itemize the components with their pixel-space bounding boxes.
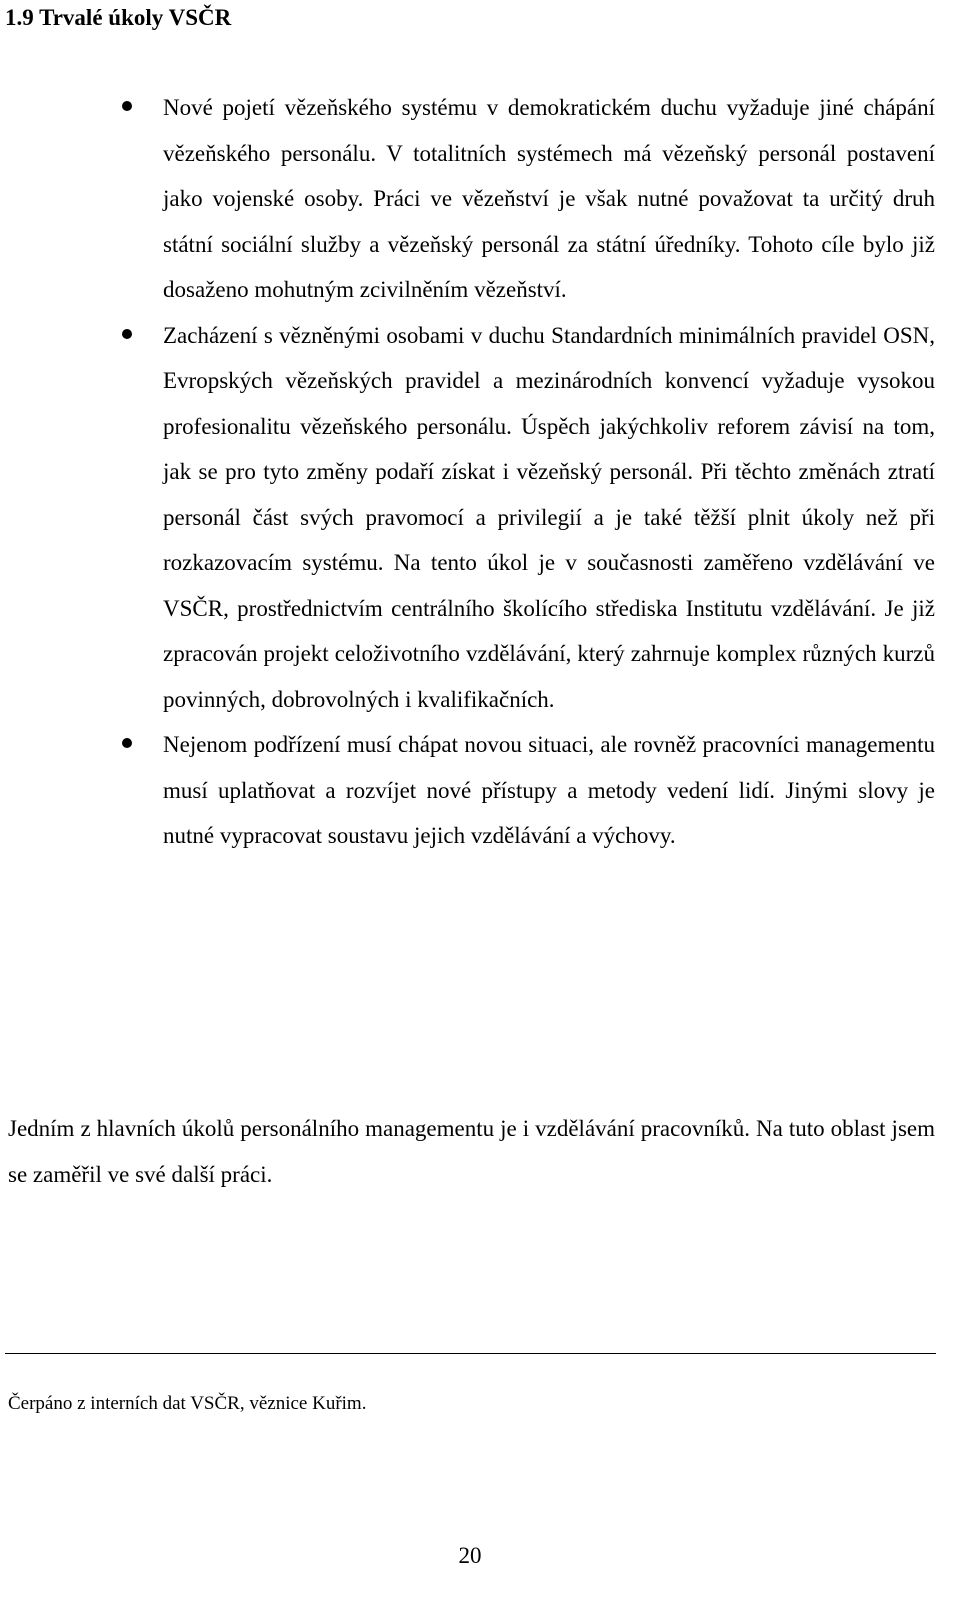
footnote-text: Čerpáno z interních dat VSČR, věznice Kuřim. — [8, 1393, 367, 1414]
list-item-text: Nejenom podřízení musí chápat novou situaci, ale rovněž pracovníci managementu musí uplatňovat a rozvíjet nové přístupy a metody vedení lidí. Jinými slovy je nutné vypracovat soustavu jejich vzdělávání a výchovy. — [163, 732, 935, 848]
body-paragraph: Jedním z hlavních úkolů personálního managementu je i vzdělávání pracovníků. Na tuto oblast jsem se zaměřil ve své další práci. — [8, 1116, 935, 1187]
page-number: 20 — [458, 1543, 482, 1568]
section-heading: 1.9 Trvalé úkoly VSČR — [5, 5, 232, 30]
list-item — [0, 85, 935, 313]
footnote-divider — [5, 1353, 936, 1354]
list-item — [0, 722, 935, 859]
list-item — [0, 313, 935, 723]
bullet-list — [0, 85, 960, 859]
bullet-icon — [122, 101, 132, 111]
list-item-text: Nové pojetí vězeňského systému v demokratickém duchu vyžaduje jiné chápání vězeňského personálu. V totalitních systémech má vězeňský personál postavení jako vojenské osoby. Práci ve vězeňství je však nutné považovat ta určitý druh státní sociální služby a vězeňský personál za státní úředníky. Tohoto cíle bylo již dosaženo mohutným zcivilněním vězeňství. — [163, 95, 935, 302]
list-item-text: Zacházení s vězněnými osobami v duchu Standardních minimálních pravidel OSN, Evropských vězeňských pravidel a mezinárodních konvencí vyžaduje vysokou profesionalitu vězeňského personálu. Úspěch jakýchkoliv reforem závisí na tom, jak se pro tyto změny podaří získat i vězeňský personál. Při těchto změnách ztratí personál část svých pravomocí a privilegií a je také těžší plnit úkoly než při rozkazovacím systému. Na tento úkol je v současnosti zaměřeno vzdělávání ve VSČR, prostřednictvím centrálního školícího střediska Institutu vzdělávání. Je již zpracován projekt celoživotního vzdělávání, který zahrnuje komplex různých kurzů povinných, dobrovolných i kvalifikačních. — [163, 322, 935, 712]
bullet-icon — [122, 329, 132, 339]
bullet-icon — [122, 738, 132, 748]
